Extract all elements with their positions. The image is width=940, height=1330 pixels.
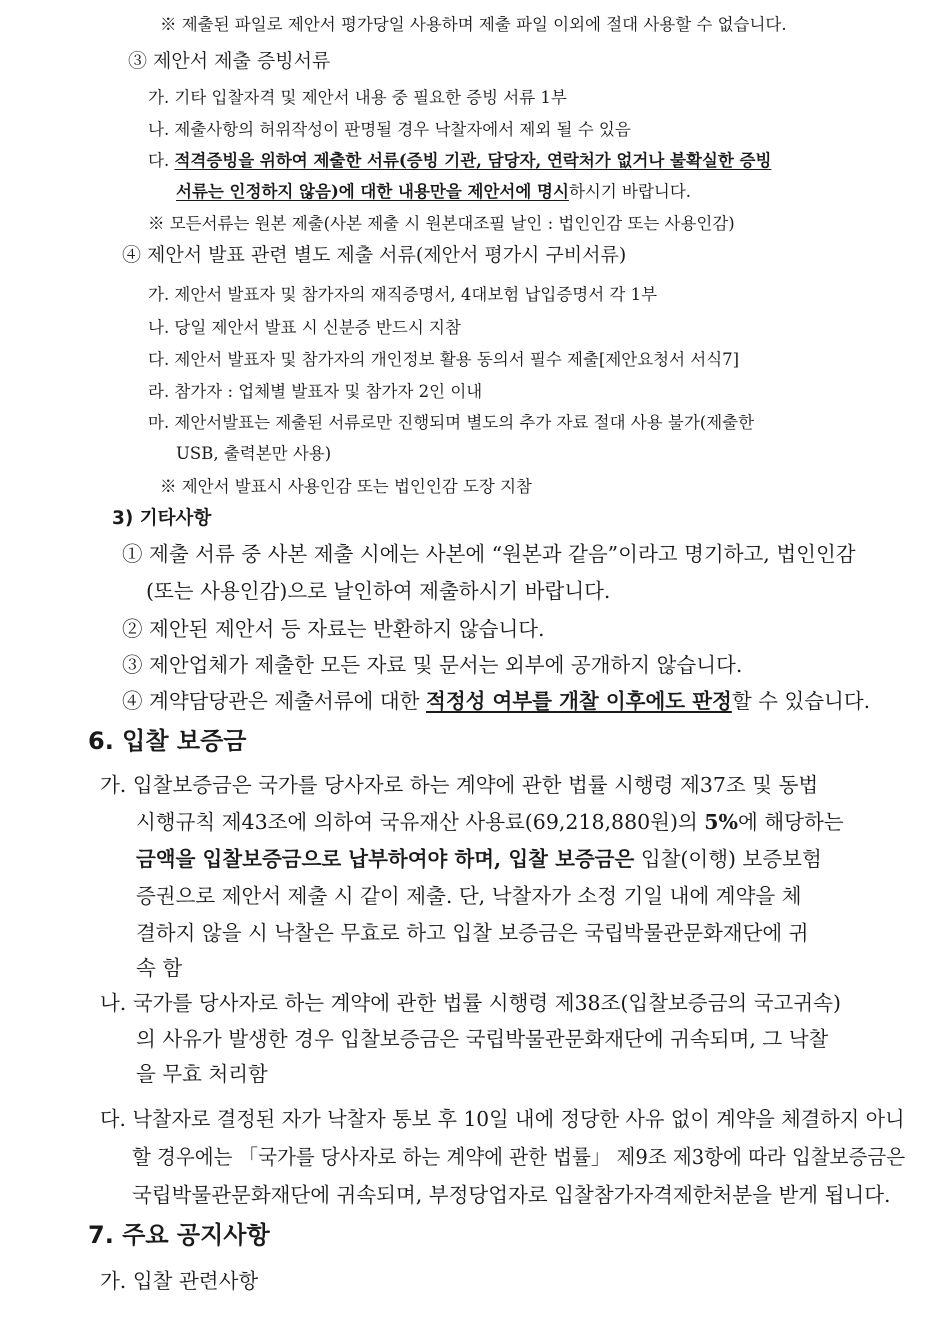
etc-item-4-emphasis: 적정성 여부를 개찰 이후에도 판정 [426,689,732,713]
deposit-item-na-line3: 을 무효 처리함 [136,1062,268,1086]
deposit-item-ga-line2: 시행규칙 제43조에 의하여 국유재산 사용료(69,218,880원)의 5%에 해당하는 [136,810,844,834]
deposit-item-ga-line5: 결하지 않을 시 낙찰은 무효로 하고 입찰 보증금은 국립박물관문화재단에 귀 [136,921,809,945]
deposit-item-da-line1: 다. 낙찰자로 결정된 자가 낙찰자 통보 후 10일 내에 정당한 사유 없이 계약을 체결하지 아니 [100,1107,905,1131]
etc-heading: 3) 기타사항 [112,508,212,529]
deposit-rate: 5% [704,810,739,834]
deposit-item-da-line2: 할 경우에는 「국가를 당사자로 하는 계약에 관한 법률」 제9조 제3항에 따라 입찰보증금은 [132,1145,906,1169]
proof-docs-item-b: 나. 제출사항의 허위작성이 판명될 경우 낙찰자에서 제외 될 수 있음 [148,120,631,139]
deposit-item-ga-line6: 속 함 [136,956,183,980]
proof-docs-item-a: 가. 기타 입찰자격 및 제안서 내용 중 필요한 증빙 서류 1부 [148,88,567,107]
deposit-bold-text: 금액을 입찰보증금으로 납부하여야 하며, 입찰 보증금은 [136,847,635,871]
deposit-item-ga-line4: 증권으로 제안서 제출 시 같이 제출. 단, 낙찰자가 소정 기일 내에 계약을 체 [136,884,802,908]
presentation-docs-item-b: 나. 당일 제안서 발표 시 신분증 반드시 지참 [148,318,461,337]
proof-docs-item-c-line1: 다. 적격증빙을 위하여 제출한 서류(증빙 기관, 담당자, 연락처가 없거나 불확실한 증빙 [148,151,772,170]
section-7-title: 7. 주요 공지사항 [88,1221,270,1249]
proof-docs-item-c-line2: 서류는 인정하지 않음)에 대한 내용만을 제안서에 명시하시기 바랍니다. [176,182,692,201]
presentation-docs-item-c: 다. 제안서 발표자 및 참가자의 개인정보 활용 동의서 필수 제출[제안요청서 서식7] [148,350,740,369]
etc-item-1-line2: (또는 사용인감)으로 날인하여 제출하시기 바랍니다. [146,579,611,603]
notice-item-ga: 가. 입찰 관련사항 [100,1269,259,1293]
deposit-item-na-line1: 나. 국가를 당사자로 하는 계약에 관한 법률 시행령 제38조(입찰보증금의 국고귀속) [100,991,841,1015]
proof-docs-heading: ③ 제안서 제출 증빙서류 [128,50,331,72]
proof-docs-item-c-bold: 적격증빙을 위하여 제출한 서류(증빙 기관, 담당자, 연락처가 없거나 불확실한 증빙 [174,151,772,170]
presentation-docs-item-a: 가. 제안서 발표자 및 참가자의 재직증명서, 4대보험 납입증명서 각 1부 [148,285,658,304]
proof-docs-item-c-bold2: 서류는 인정하지 않음)에 대한 내용만을 제안서에 명시 [176,182,569,201]
etc-item-2: ② 제안된 제안서 등 자료는 반환하지 않습니다. [122,617,545,641]
presentation-docs-item-d: 라. 참가자 : 업체별 발표자 및 참가자 2인 이내 [148,382,483,401]
deposit-item-ga-line3: 금액을 입찰보증금으로 납부하여야 하며, 입찰 보증금은 입찰(이행) 보증보험 [136,847,822,871]
presentation-docs-heading: ④ 제안서 발표 관련 별도 제출 서류(제안서 평가시 구비서류) [122,244,627,266]
file-usage-note: ※ 제출된 파일로 제안서 평가당일 사용하며 제출 파일 이외에 절대 사용할 수 없습니다. [160,15,787,34]
original-docs-note: ※ 모든서류는 원본 제출(사본 제출 시 원본대조필 날인 : 법인인감 또는 사용인감) [148,214,735,233]
seal-note: ※ 제안서 발표시 사용인감 또는 법인인감 도장 지참 [160,477,532,496]
deposit-item-na-line2: 의 사유가 발생한 경우 입찰보증금은 국립박물관문화재단에 귀속되며, 그 낙찰 [136,1027,829,1051]
presentation-docs-item-e-line1: 마. 제안서발표는 제출된 서류로만 진행되며 별도의 추가 자료 절대 사용 불가(제출한 [148,413,755,432]
deposit-item-da-line3: 국립박물관문화재단에 귀속되며, 부정당업자로 입찰참가자격제한처분을 받게 됩니다. [132,1183,891,1207]
etc-item-1-line1: ① 제출 서류 중 사본 제출 시에는 사본에 “원본과 같음”이라고 명기하고, 법인인감 [122,542,856,566]
etc-item-3: ③ 제안업체가 제출한 모든 자료 및 문서는 외부에 공개하지 않습니다. [122,653,743,677]
section-6-title: 6. 입찰 보증금 [88,727,247,755]
deposit-item-ga-line1: 가. 입찰보증금은 국가를 당사자로 하는 계약에 관한 법률 시행령 제37조 및 동법 [100,773,819,797]
etc-item-4: ④ 계약담당관은 제출서류에 대한 적정성 여부를 개찰 이후에도 판정할 수 있습니다. [122,689,871,713]
presentation-docs-item-e-line2: USB, 출력본만 사용) [176,444,332,463]
